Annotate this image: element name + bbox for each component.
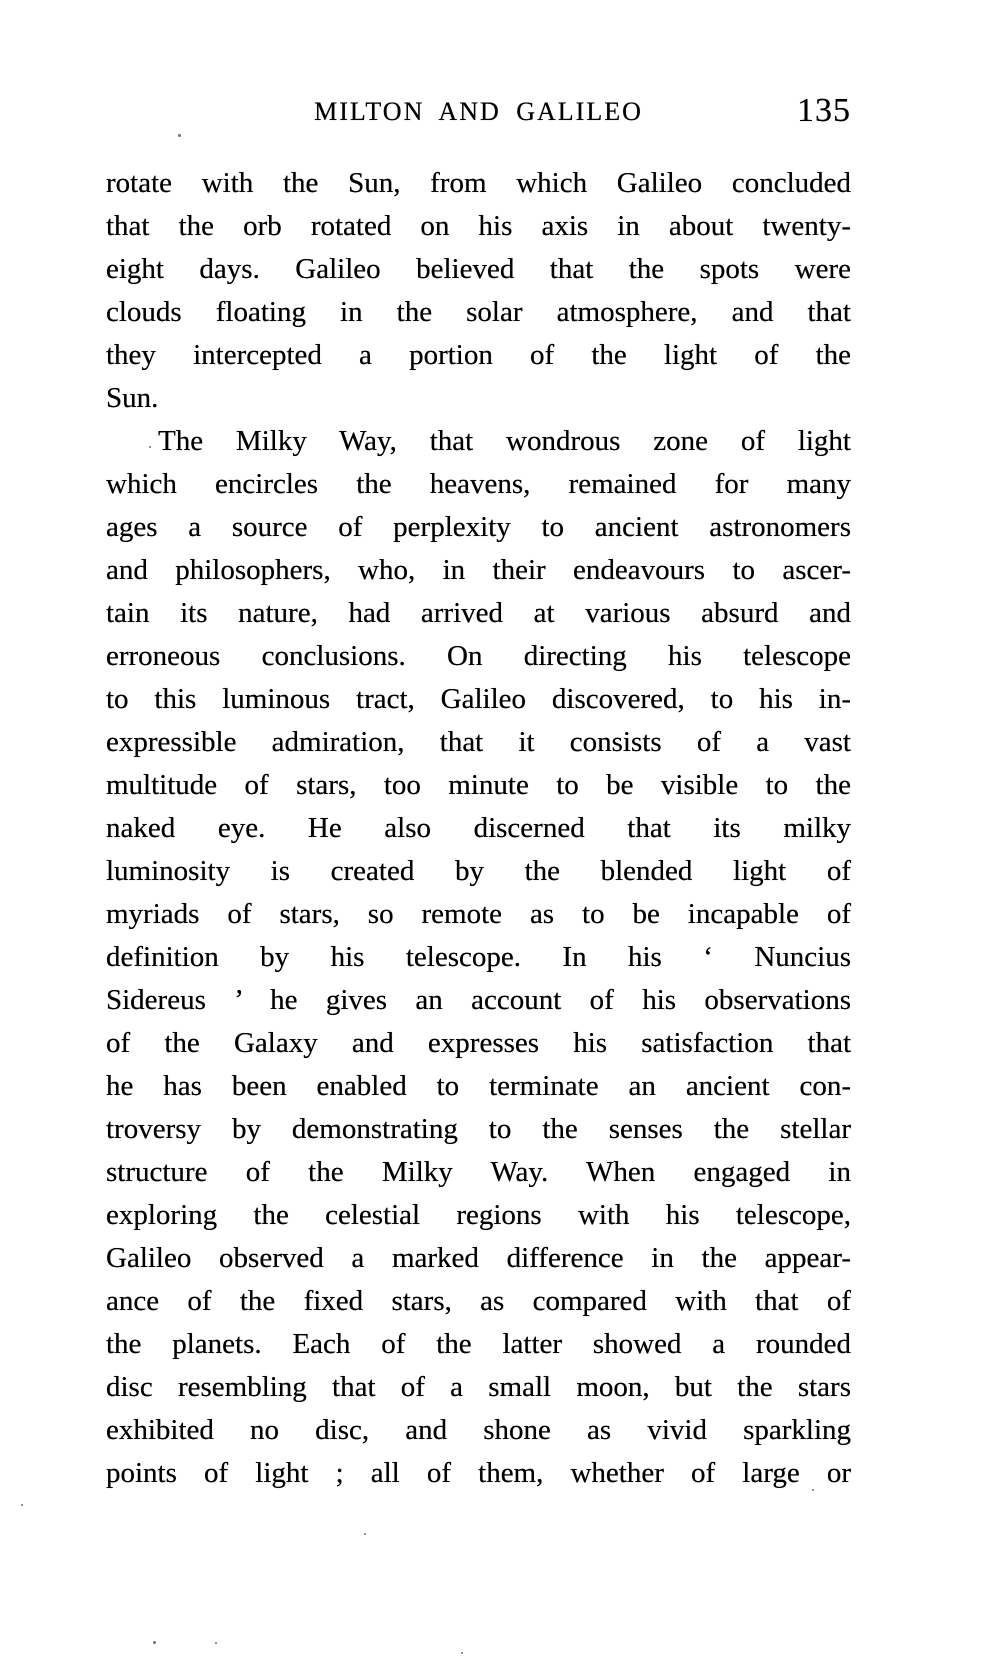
- scan-artifact-dot: [215, 1642, 217, 1644]
- scan-artifact-dot: [178, 134, 181, 137]
- text-line: disc resembling that of a small moon, but the stars: [106, 1371, 851, 1403]
- running-title: MILTON AND GALILEO: [314, 97, 643, 126]
- text-line: erroneous conclusions. On directing his telescope: [106, 640, 851, 672]
- text-line: expressible admiration, that it consists of a vast: [106, 726, 851, 758]
- text-line: exploring the celestial regions with his telescope,: [106, 1199, 851, 1231]
- scan-artifact-dot: [21, 1504, 23, 1506]
- text-line: tain its nature, had arrived at various absurd and: [106, 597, 851, 629]
- text-line: he has been enabled to terminate an ancient con-: [106, 1070, 851, 1102]
- text-line: to this luminous tract, Galileo discovered, to his in-: [106, 683, 851, 715]
- text-line: they intercepted a portion of the light of the: [106, 339, 851, 371]
- text-line: The Milky Way, that wondrous zone of light: [158, 425, 851, 457]
- text-line: points of light ; all of them, whether of large or: [106, 1457, 851, 1489]
- text-line: troversy by demonstrating to the senses the stellar: [106, 1113, 851, 1145]
- text-line: that the orb rotated on his axis in about twenty-: [106, 210, 851, 242]
- text-line: eight days. Galileo believed that the spots were: [106, 253, 851, 285]
- text-line: definition by his telescope. In his ‘ Nuncius: [106, 941, 851, 973]
- text-line: and philosophers, who, in their endeavours to ascer-: [106, 554, 851, 586]
- page-number: 135: [797, 92, 851, 129]
- text-line: multitude of stars, too minute to be visible to the: [106, 769, 851, 801]
- text-line: myriads of stars, so remote as to be incapable of: [106, 898, 851, 930]
- text-line: exhibited no disc, and shone as vivid sparkling: [106, 1414, 851, 1446]
- scan-artifact-dot: [149, 446, 151, 448]
- text-line: ance of the fixed stars, as compared with that of: [106, 1285, 851, 1317]
- scan-artifact-dot: [461, 1652, 463, 1654]
- paragraph: [106, 162, 851, 420]
- scan-artifact-dot: [153, 1641, 156, 1644]
- page-body: [106, 162, 851, 1495]
- text-line: Galileo observed a marked difference in the appear-: [106, 1242, 851, 1274]
- text-line: rotate with the Sun, from which Galileo concluded: [106, 167, 851, 199]
- scan-artifact-dot: [364, 1533, 366, 1535]
- text-line: clouds floating in the solar atmosphere, and that: [106, 296, 851, 328]
- text-line: ages a source of perplexity to ancient astronomers: [106, 511, 851, 543]
- text-line: the planets. Each of the latter showed a rounded: [106, 1328, 851, 1360]
- text-line: Sun.: [106, 382, 159, 414]
- text-line: structure of the Milky Way. When engaged in: [106, 1156, 851, 1188]
- text-line: Sidereus ’ he gives an account of his observations: [106, 984, 851, 1016]
- text-line: of the Galaxy and expresses his satisfaction that: [106, 1027, 851, 1059]
- page-header: [106, 92, 851, 129]
- text-line: naked eye. He also discerned that its milky: [106, 812, 851, 844]
- text-line: which encircles the heavens, remained for many: [106, 468, 851, 500]
- text-line: luminosity is created by the blended light of: [106, 855, 851, 887]
- scan-artifact-dot: [812, 1489, 814, 1491]
- paragraph: [106, 420, 851, 1495]
